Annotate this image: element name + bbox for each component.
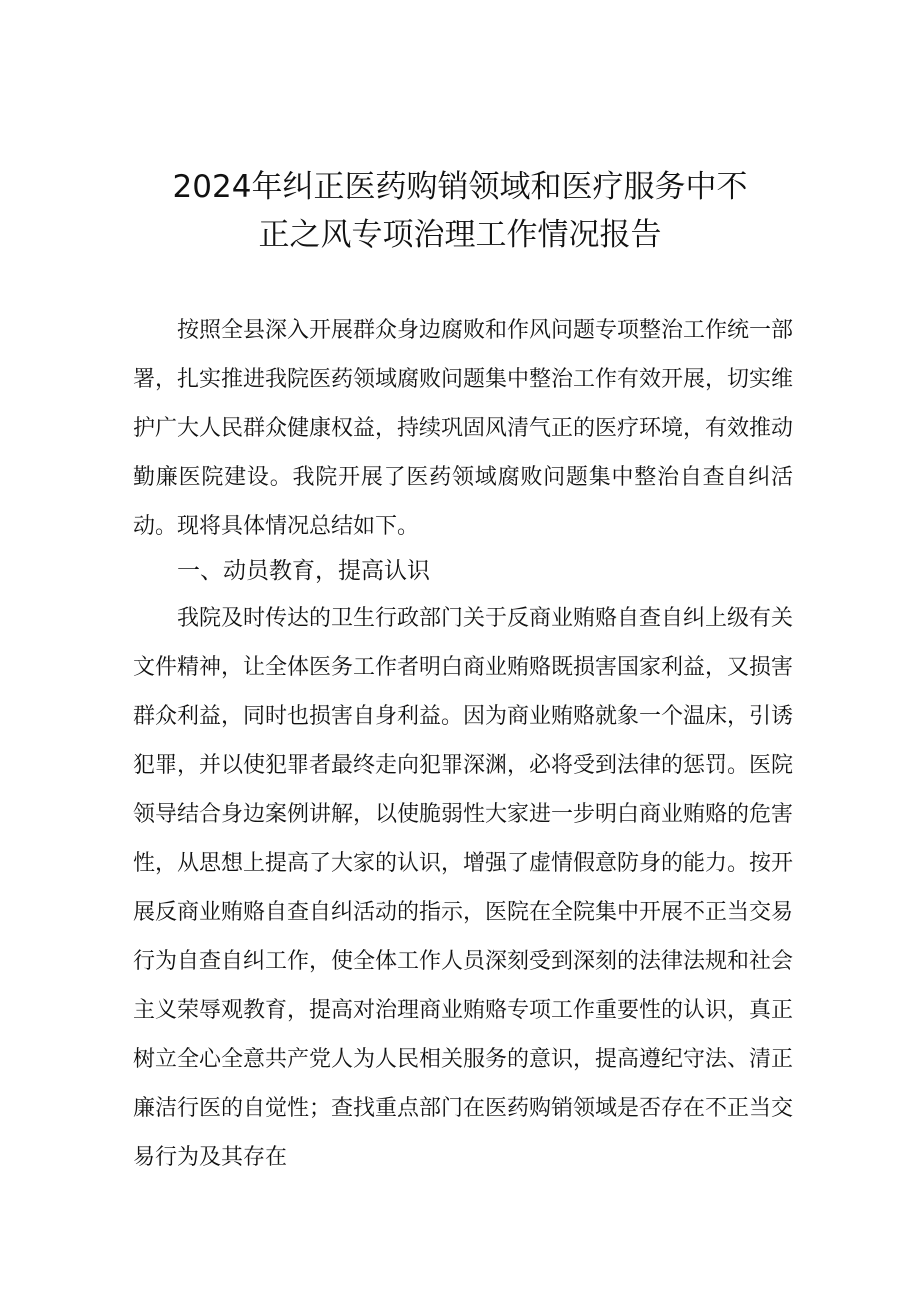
body-paragraph-2: 我院及时传达的卫生行政部门关于反商业贿赂自查自纠上级有关文件精神，让全体医务工作者明白商业贿赂既损害国家利益，又损害群众利益，同时也损害自身利益。因为商业贿赂就象一个温床，引诱犯罪，并以使犯罪者最终走向犯罪深渊，必将受到法律的惩罚。医院领导结合身边案例讲解，以使脆弱性大家进一步明白商业贿赂的危害性，从思想上提高了大家的认识，增强了虚情假意防身的能力。按开展反商业贿赂自查自纠活动的指示，医院在全院集中开展不正当交易行为自查自纠工作，使全体工作人员深刻受到深刻的法律法规和社会主义荣辱观教育，提高对治理商业贿赂专项工作重要性的认识，真正树立全心全意共产党人为人民相关服务的意识，提高遵纪守法、清正廉洁行医的自觉性；查找重点部门在医药购销领域是否存在不正当交易行为及其存在	[133, 606, 794, 1170]
body-paragraph-1: 按照全县深入开展群众身边腐败和作风问题专项整治工作统一部署，扎实推进我院医药领域腐败问题集中整治工作有效开展，切实维护广大人民群众健康权益，持续巩固风清气正的医疗环境，有效推动勤廉医院建设。我院开展了医药领域腐败问题集中整治自查自纠活动。现将具体情况总结如下。	[133, 318, 794, 539]
document-title-line-2: 正之风专项治理工作情况报告	[258, 217, 662, 253]
document-title-line-1: 2024年纠正医药购销领域和医疗服务中不	[172, 169, 748, 205]
section-heading-1: 一、动员教育，提高认识	[177, 558, 430, 584]
